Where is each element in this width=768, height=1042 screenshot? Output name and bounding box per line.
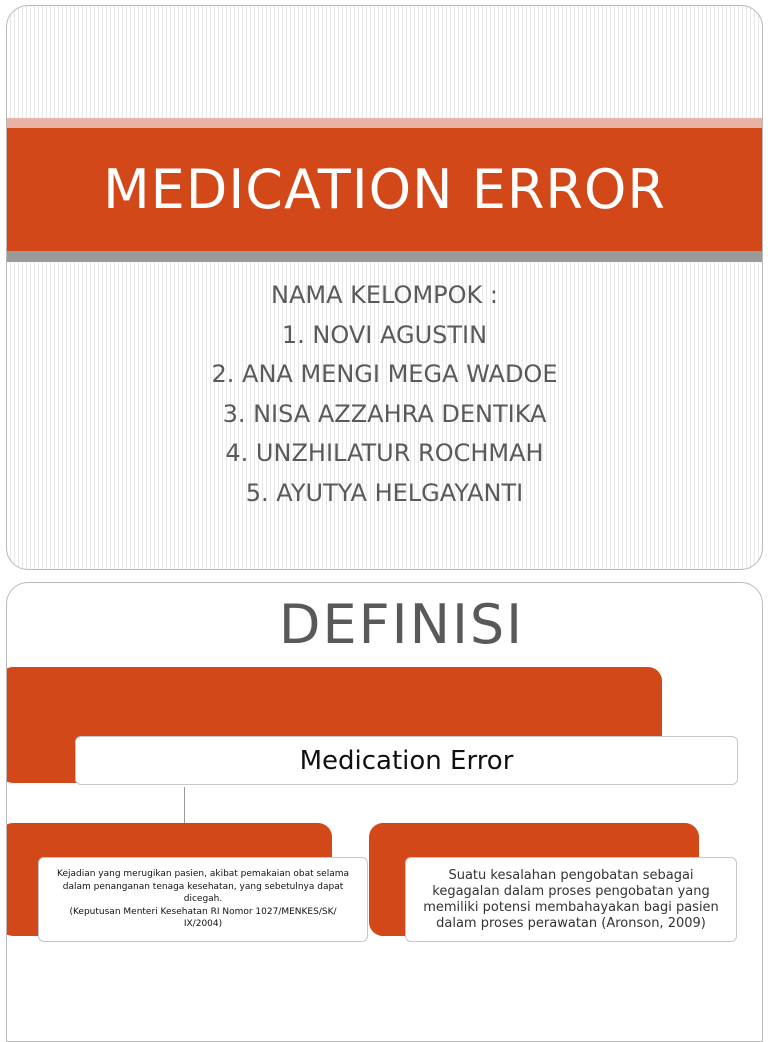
member-item: 2. ANA MENGI MEGA WADOE — [211, 360, 558, 388]
members-heading: NAMA KELOMPOK : — [271, 281, 498, 309]
member-item: 3. NISA AZZAHRA DENTIKA — [222, 399, 547, 428]
accent-band-top — [7, 118, 762, 128]
slide-definition — [6, 582, 763, 1042]
member-item: 1. NOVI AGUSTIN — [281, 320, 488, 349]
definition-card-right — [405, 857, 737, 942]
definition-title: DEFINISI — [278, 593, 525, 656]
member-item: 4. UNZHILATUR ROCHMAH — [225, 439, 544, 467]
slide-title-text: MEDICATION ERROR — [103, 158, 666, 221]
diagram-root-box — [75, 736, 738, 785]
diagram-connector — [184, 787, 185, 823]
accent-band-bottom — [7, 251, 762, 262]
definition-right-text: Suatu kesalahan pengobatan sebagai kegagalan dalam proses pengobatan yang memiliki potensi membahayakan bagi pasien dalam proses perawatan (Aronson, 2009) — [423, 867, 719, 931]
definition-left-source: (Keputusan Menteri Kesehatan RI Nomor 1027/MENKES/SK/ IX/2004) — [69, 906, 337, 930]
diagram-root-label: Medication Error — [299, 745, 514, 776]
member-item: 5. AYUTYA HELGAYANTI — [245, 478, 524, 507]
slide-title — [6, 5, 763, 570]
title-band — [7, 128, 762, 251]
definition-card-left — [38, 857, 368, 942]
definition-left-text: Kejadian yang merugikan pasien, akibat pemakaian obat selama dalam penanganan tenaga kesehatan, yang sebetulnya dapat dicegah. — [56, 869, 350, 905]
group-members — [7, 276, 762, 513]
